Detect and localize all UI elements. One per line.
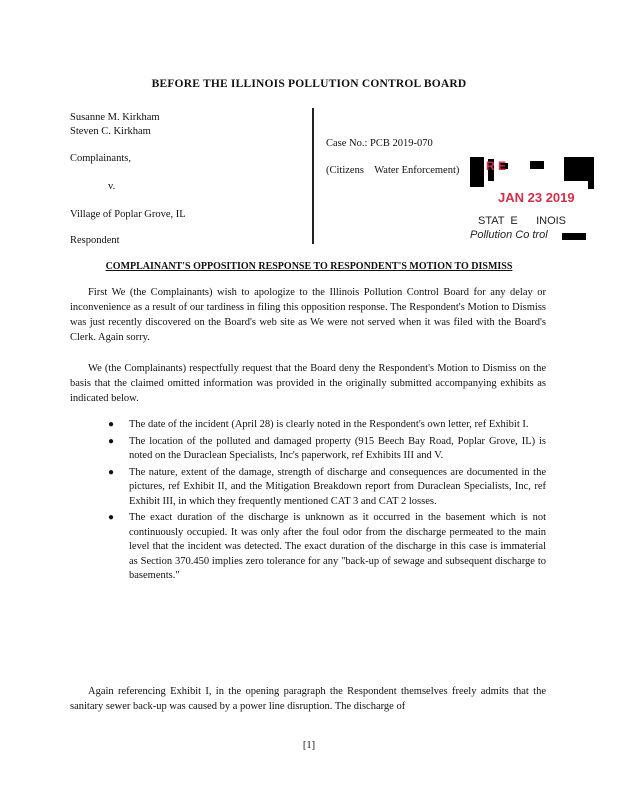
list-item: ● The exact duration of the discharge is unknown as it occurred in the basement which is not continuously occupied. It was only after the foul odor from the discharge permeated to the main level that the incident was detected. The exact duration of the discharge in this case is immaterial as Section 370.450 implies zero tolerance for any "back-up of sewage and subsequent discharge to basements.": [108, 512, 546, 581]
stamp-board: Pollution Co trol: [470, 229, 548, 241]
complainant-name-2: Steven C. Kirkham: [70, 126, 151, 137]
bullet-icon: ●: [108, 419, 115, 430]
list-item: ● The date of the incident (April 28) is clearly noted in the Respondent's own letter, ref Exhibit I.: [106, 418, 546, 433]
bullet-icon: ●: [108, 512, 115, 523]
complainant-name-1: Susanne M. Kirkham: [70, 112, 160, 123]
list-item: ● The nature, extent of the damage, strength of discharge and consequences are documented in the pictures, ref Exhibit II, and the Mitigation Breakdown report from Duraclean Specialists, Inc, ref Exhibit III, in which they frequently mentioned CAT 3 and CAT 2 losses.: [108, 466, 546, 507]
stamp-state: STAT E INOIS: [478, 215, 567, 227]
evidence-list: [106, 418, 546, 586]
case-number: Case No.: PCB 2019-070: [326, 138, 433, 149]
bullet-icon: ●: [108, 466, 115, 478]
page-number: [1]: [302, 740, 316, 751]
paragraph-exhibit-reference: Again referencing Exhibit I, in the opening paragraph the Respondent themselves freely admits that the sanitary sewer back-up was caused by a power line disruption. The discharge of: [70, 686, 546, 712]
respondent-label: Respondent: [70, 235, 120, 246]
document-title: COMPLAINANT'S OPPOSITION RESPONSE TO RESPONDENT'S MOTION TO DISMISS: [105, 261, 513, 272]
bullet-icon: ●: [108, 435, 115, 447]
received-stamp: [470, 157, 610, 247]
list-item: ● The location of the polluted and damaged property (915 Beech Bay Road, Poplar Grove, IL) is noted on the Duraclean Specialists, Inc's paperwork, ref Exhibits III and V.: [108, 435, 546, 461]
court-heading: BEFORE THE ILLINOIS POLLUTION CONTROL BOARD: [151, 78, 467, 90]
paragraph-apology: First We (the Complainants) wish to apologize to the Illinois Pollution Control Board for any delay or inconvenience as a result of our tardiness in filing this opposition response. The Respondent's Motion to Dismiss was just recently discovered on the Board's web site as We were not served when it was filed with the Board's Clerk. Again sorry.: [70, 287, 546, 343]
case-type: (Citizens Water Enforcement): [326, 165, 460, 176]
paragraph-request: We (the Complainants) respectfully request that the Board deny the Respondent's Motion to Dismiss on the basis that the claimed omitted information was provided in the originally submitted accompanying exhibits as indicated below.: [70, 363, 546, 404]
complainants-label: Complainants,: [70, 153, 131, 164]
respondent-name: Village of Poplar Grove, IL: [70, 209, 186, 220]
stamp-date: JAN 23 2019: [498, 190, 575, 205]
versus-label: v.: [108, 181, 116, 192]
stamp-received-letters: R E: [486, 159, 507, 173]
caption-divider: [312, 108, 314, 244]
